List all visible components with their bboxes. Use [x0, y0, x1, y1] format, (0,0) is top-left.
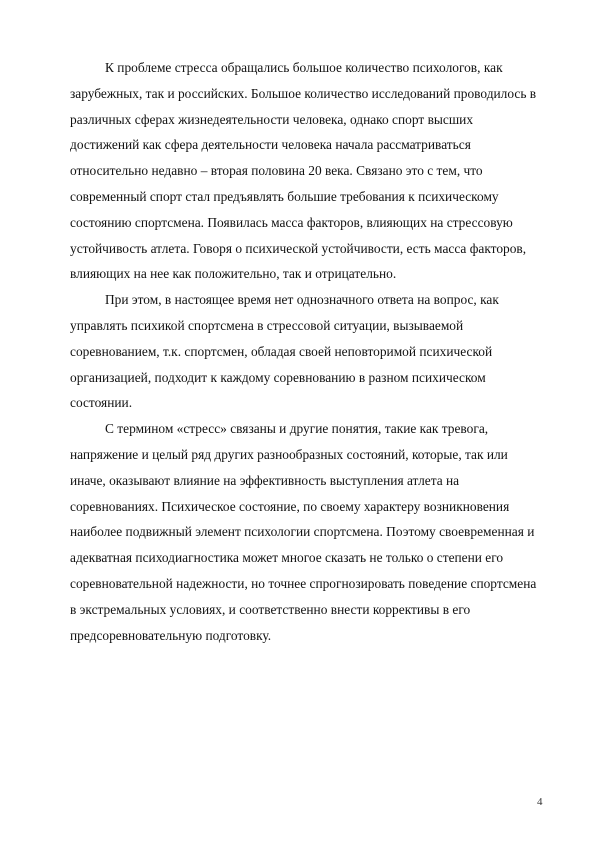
- paragraph-line: относительно недавно – вторая половина 20 века. Связано это с тем, что: [70, 163, 483, 179]
- paragraph-3: [70, 416, 540, 648]
- paragraph-line: различных сферах жизнедеятельности человека, однако спорт высших: [70, 111, 474, 127]
- paragraph-line: достижений как сфера деятельности человека начала рассматриваться: [70, 137, 471, 153]
- paragraph-line: современный спорт стал предъявлять большие требования к психическому: [70, 188, 499, 204]
- paragraph-line: напряжение и целый ряд других разнообразных состояний, которые, так или: [70, 446, 508, 462]
- page-number: 4: [537, 796, 543, 808]
- paragraph-line: зарубежных, так и российских. Большое количество исследований проводилось в: [70, 85, 537, 101]
- paragraph-line: соревнованием, т.к. спортсмен, обладая своей неповторимой психической: [70, 343, 493, 359]
- paragraph-line: предсоревновательную подготовку.: [70, 627, 272, 643]
- paragraph-line: С термином «стресс» связаны и другие понятия, такие как тревога,: [105, 421, 489, 437]
- paragraph-line: При этом, в настоящее время нет однозначного ответа на вопрос, как: [105, 292, 499, 308]
- paragraph-line: наиболее подвижный элемент психологии спортсмена. Поэтому своевременная и: [70, 524, 535, 540]
- paragraph-line: состоянию спортсмена. Появилась масса факторов, влияющих на стрессовую: [70, 214, 513, 230]
- paragraph-line: влияющих на нее как положительно, так и отрицательно.: [70, 266, 397, 282]
- paragraph-line: в экстремальных условиях, и соответственно внести коррективы в его: [70, 601, 471, 617]
- paragraph-line: состоянии.: [70, 395, 133, 411]
- document-body: [70, 55, 540, 648]
- paragraph-line: организацией, подходит к каждому соревнованию в разном психическом: [70, 369, 486, 385]
- paragraph-2: [70, 287, 540, 416]
- paragraph-1: [70, 55, 540, 287]
- paragraph-line: К проблеме стресса обращались большое количество психологов, как: [105, 60, 503, 75]
- paragraph-line: соревнованиях. Психическое состояние, по своему характеру возникновения: [70, 498, 510, 514]
- paragraph-line: адекватная психодиагностика может многое сказать не только о степени его: [70, 550, 504, 566]
- paragraph-line: соревновательной надежности, но точнее спрогнозировать поведение спортсмена: [70, 575, 537, 591]
- paragraph-line: управлять психикой спортсмена в стрессовой ситуации, вызываемой: [70, 317, 464, 333]
- paragraph-line: устойчивость атлета. Говоря о психической устойчивости, есть масса факторов,: [70, 240, 527, 256]
- paragraph-line: иначе, оказывают влияние на эффективность выступления атлета на: [70, 472, 460, 488]
